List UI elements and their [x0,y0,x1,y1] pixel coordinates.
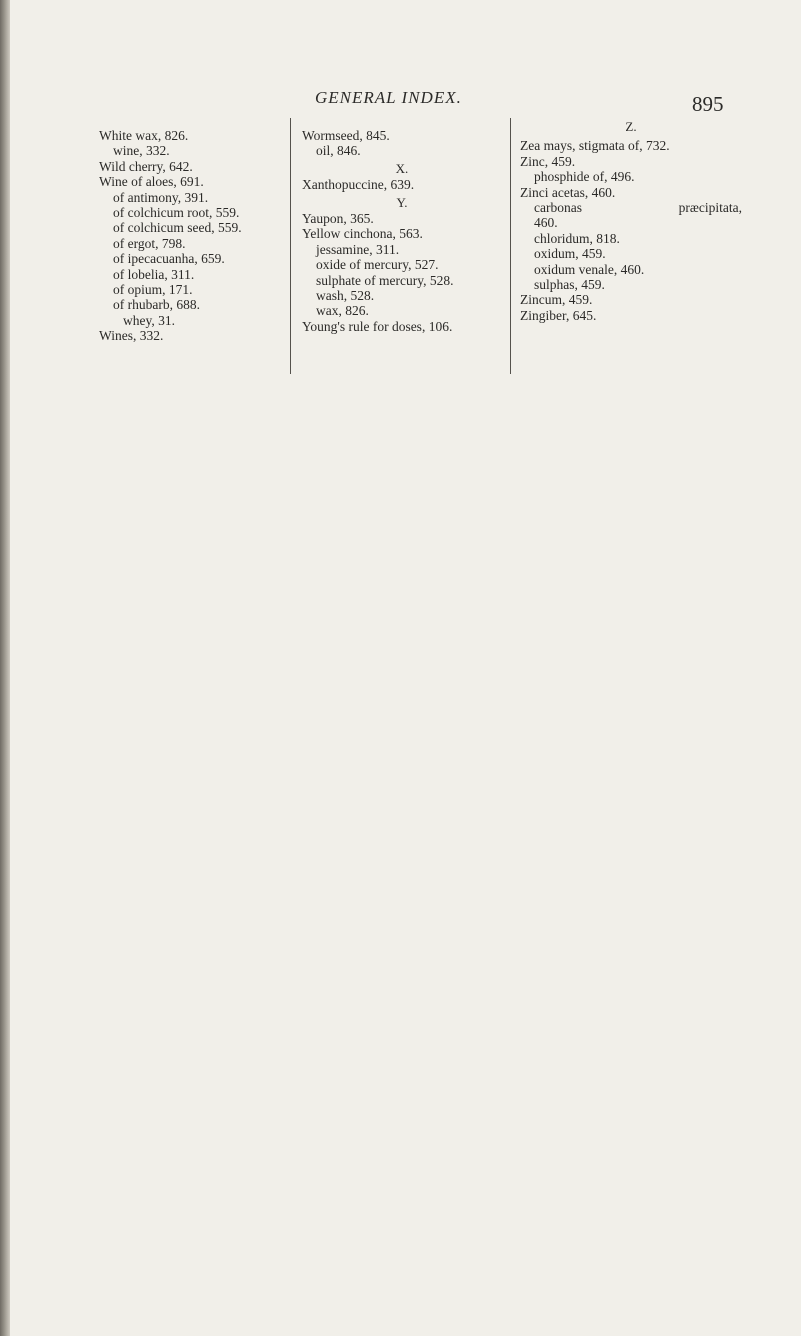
index-entry: Zingiber, 645. [520,307,597,323]
index-subentry-wrapped [520,200,742,215]
index-entry: Yellow cinchona, 563. [302,226,423,242]
index-subentry: oxidum venale, 460. [534,261,645,277]
index-entry: Wild cherry, 642. [99,158,193,174]
index-entry: Zinci acetas, 460. [520,184,616,200]
index-subentry: of lobelia, 311. [113,266,195,282]
index-column-3 [520,119,742,323]
index-subentry: wash, 528. [316,288,375,304]
index-column-2 [302,128,502,334]
index-subentry: wine, 332. [113,143,170,159]
index-subentry: of colchicum seed, 559. [113,220,242,236]
column-rule [510,118,511,374]
index-subentry: phosphide of, 496. [534,169,635,185]
index-entry: Young's rule for doses, 106. [302,318,453,334]
index-subentry: of ipecacuanha, 659. [113,251,225,267]
index-entry: White wax, 826. [99,128,189,143]
book-binding-edge [0,0,10,1336]
index-subentry: jessamine, 311. [316,241,400,257]
subentry-text: carbonas [534,200,582,216]
index-entry: Wine of aloes, 691. [99,174,204,190]
index-subentry: oil, 846. [316,143,361,159]
page-number: 895 [692,92,724,116]
index-subentry: oxidum, 459. [534,246,606,262]
index-subentry: chloridum, 818. [534,230,620,246]
letter-heading-y: Y. [396,194,408,210]
index-column-1 [99,128,279,344]
index-entry: Zincum, 459. [520,292,593,308]
index-entry: Wormseed, 845. [302,128,390,143]
index-subentry: wax, 826. [316,303,369,319]
letter-heading-x: X. [395,160,409,176]
index-subentry: sulphas, 459. [534,277,605,293]
subentry-text: præcipitata, [678,200,742,216]
index-subentry: of opium, 171. [113,282,193,298]
index-entry: Wines, 332. [99,328,164,344]
letter-heading-z: Z. [625,119,637,134]
index-subentry: of antimony, 391. [113,189,209,205]
index-entry: Zinc, 459. [520,153,576,169]
index-entry: Yaupon, 365. [302,211,374,227]
index-entry: Xanthopuccine, 639. [302,177,415,193]
index-subentry: of ergot, 798. [113,235,186,251]
index-subentry: sulphate of mercury, 528. [316,272,454,288]
index-subentry: of rhubarb, 688. [113,297,200,313]
index-entry: Zea mays, stigmata of, 732. [520,138,670,154]
running-head: GENERAL INDEX. [315,88,462,107]
index-subentry: oxide of mercury, 527. [316,257,439,273]
index-subentry: whey, 31. [123,312,175,328]
index-subentry: of colchicum root, 559. [113,205,240,221]
index-subentry-continuation: 460. [534,215,558,231]
column-rule [290,118,291,374]
